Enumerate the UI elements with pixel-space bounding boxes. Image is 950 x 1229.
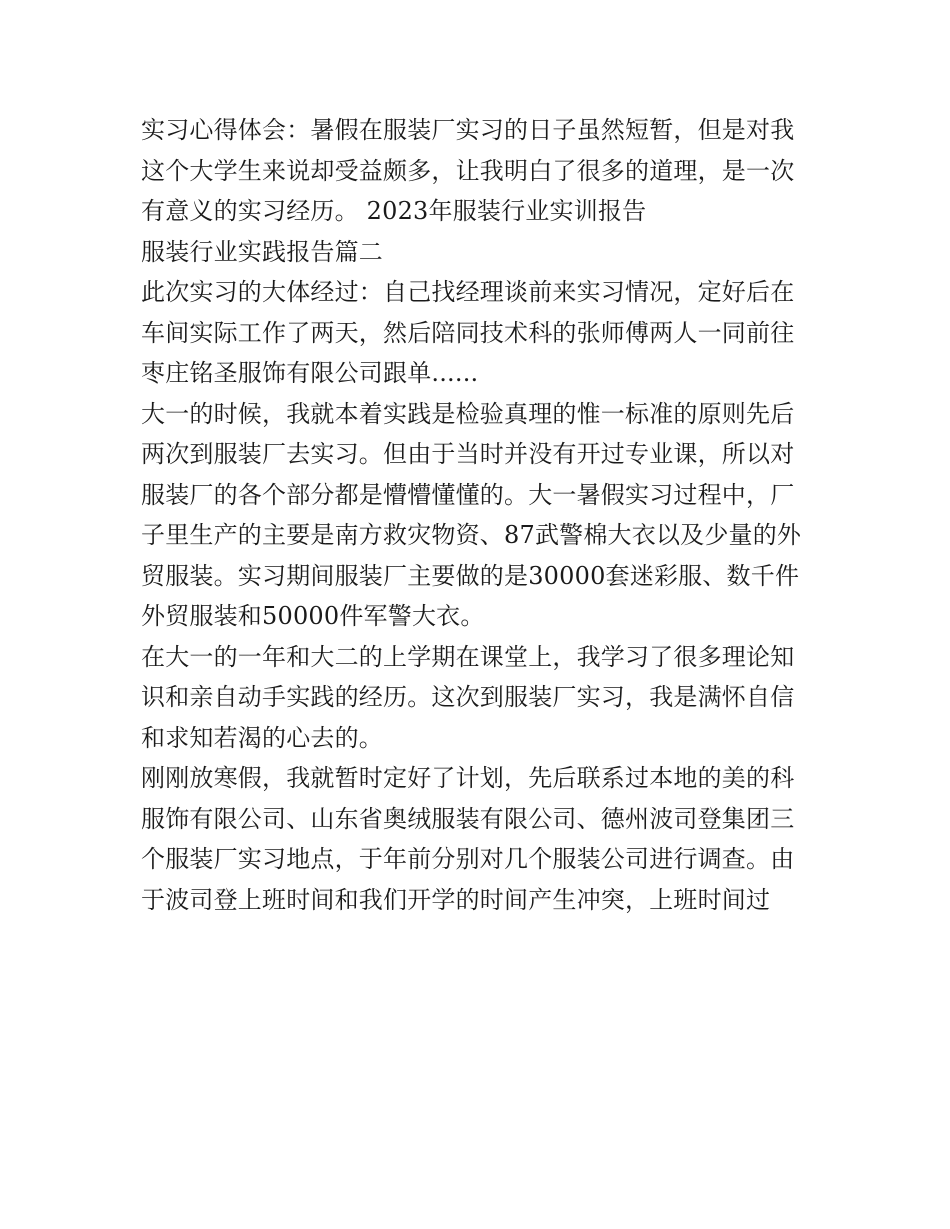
paragraph-winter-plan: 刚刚放寒假，我就暂时定好了计划，先后联系过本地的美的科服饰有限公司、山东省奥绒服装有限公司、德州波司登集团三个服装厂实习地点，于年前分别对几个服装公司进行调查。由于波司登上班时间和我们开学的时间产生冲突，上班时间过 xyxy=(141,764,795,914)
section-heading: 服装行业实践报告篇二 xyxy=(141,237,383,266)
paragraph-internship-reflection: 实习心得体会：暑假在服装厂实习的日子虽然短暂，但是对我这个大学生来说却受益颇多，让我明白了很多的道理，是一次有意义的实习经历。 2023年服装行业实训报告 xyxy=(141,116,795,225)
paragraph-internship-process: 此次实习的大体经过：自己找经理谈前来实习情况，定好后在车间实际工作了两天，然后陪同技术科的张师傅两人一同前往枣庄铭圣服饰有限公司跟单...... xyxy=(141,278,795,387)
document-body xyxy=(141,110,813,920)
paragraph-classroom-learning: 在大一的一年和大二的上学期在课堂上，我学习了很多理论知识和亲自动手实践的经历。这次到服装厂实习，我是满怀自信和求知若渴的心去的。 xyxy=(141,642,795,752)
paragraph-freshman-internship: 大一的时候，我就本着实践是检验真理的惟一标准的原则先后两次到服装厂去实习。但由于当时并没有开过专业课，所以对服装厂的各个部分都是懵懵懂懂的。大一暑假实习过程中，厂子里生产的主要是南方救灾物资、87武警棉大衣以及少量的外贸服装。实习期间服装厂主要做的是30000套迷彩服、数千件外贸服装和50000件军警大衣。 xyxy=(141,399,802,630)
